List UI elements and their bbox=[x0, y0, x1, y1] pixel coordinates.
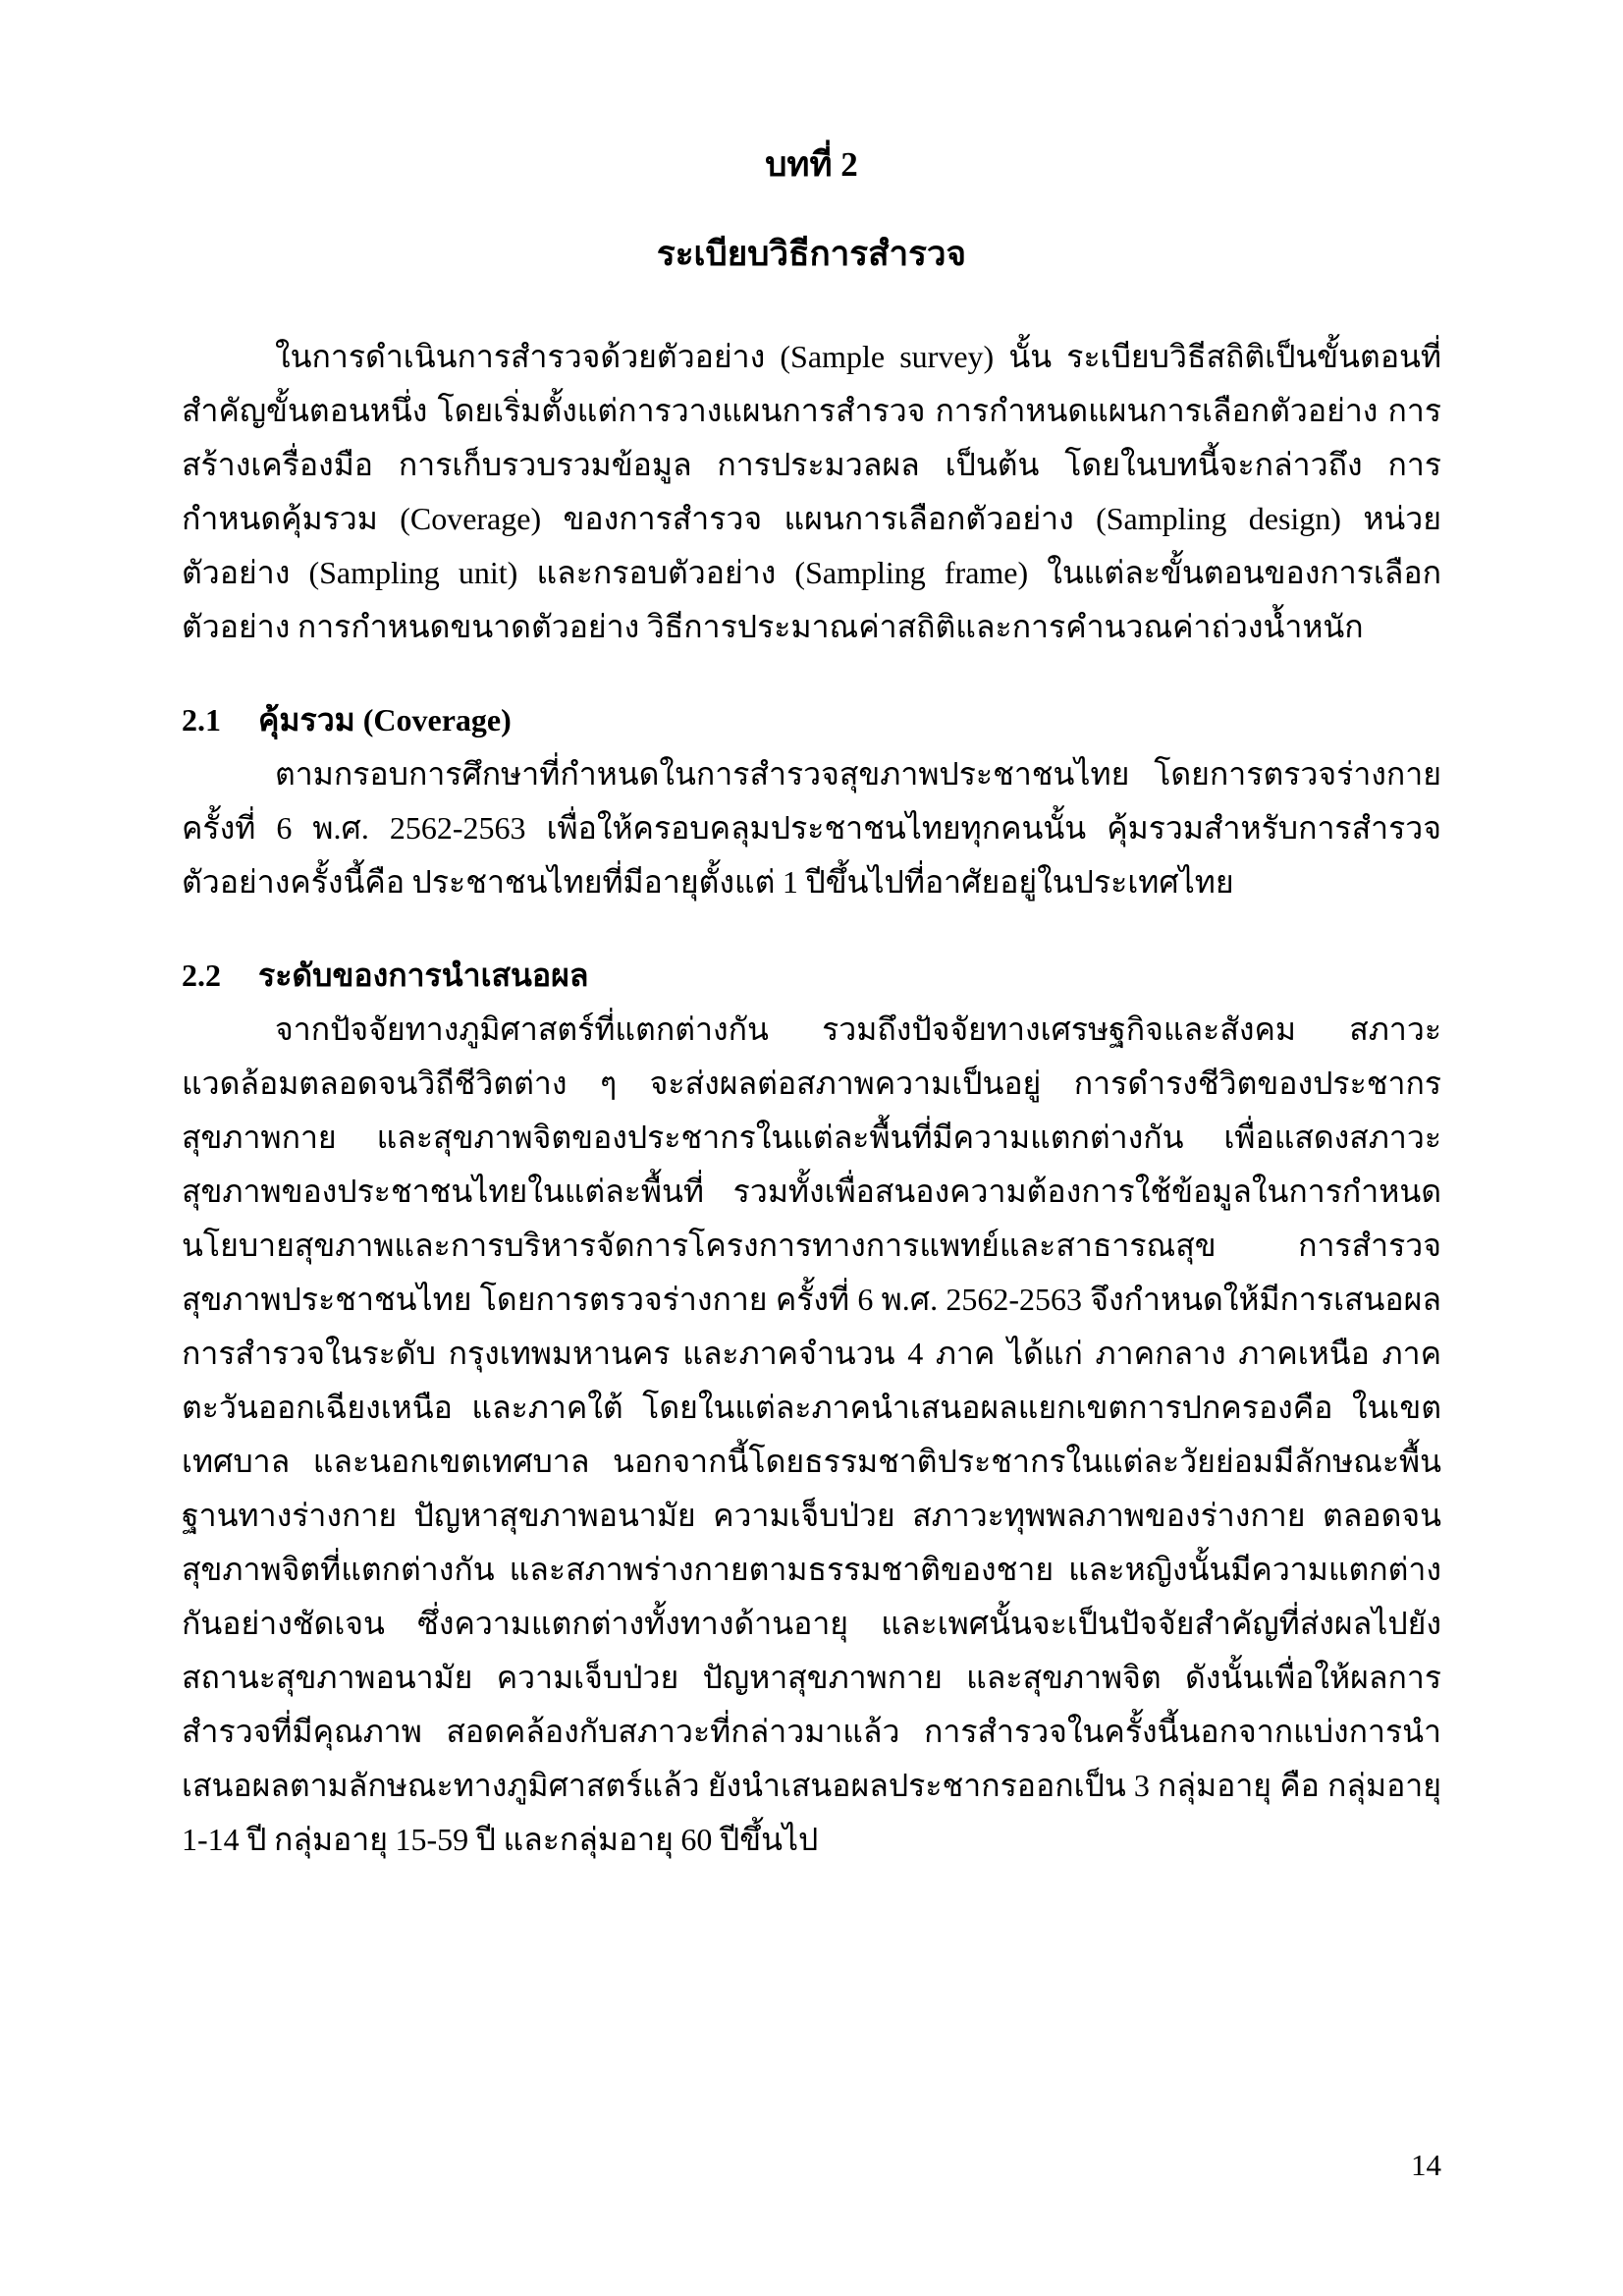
section-body-2-1: ตามกรอบการศึกษาที่กำหนดในการสำรวจสุขภาพประชาชนไทย โดยการตรวจร่างกาย ครั้งที่ 6 พ.ศ. 2562-2563 เพื่อให้ครอบคลุมประชาชนไทยทุกคนนั้น คุ้มรวมสำหรับการสำรวจตัวอย่างครั้งนี้คือ ประชาชนไทยที่มีอายุตั้งแต่ 1 ปีขึ้นไปที่อาศัยอยู่ในประเทศไทย bbox=[182, 756, 1441, 900]
section-number-2-2: 2.2 bbox=[182, 957, 221, 993]
section-title-2-1: คุ้มรวม (Coverage) bbox=[258, 702, 512, 738]
chapter-title: บทที่ 2 bbox=[765, 145, 858, 184]
page-number: 14 bbox=[1411, 2148, 1441, 2182]
section-heading-2-2 bbox=[182, 949, 1441, 1003]
section-body-2-2: จากปัจจัยทางภูมิศาสตร์ที่แตกต่างกัน รวมถึงปัจจัยทางเศรษฐกิจและสังคม สภาวะแวดล้อมตลอดจนวิถีชีวิตต่าง ๆ จะส่งผลต่อสภาพความเป็นอยู่ การดำรงชีวิตของประชากร สุขภาพกาย และสุขภาพจิตของประชากรในแต่ละพื้นที่มีความแตกต่างกัน เพื่อแสดงสภาวะสุขภาพของประชาชนไทยในแต่ละพื้นที่ รวมทั้งเพื่อสนองความต้องการใช้ข้อมูลในการกำหนดนโยบายสุขภาพและการบริหารจัดการโครงการทางการแพทย์และสาธารณสุข การสำรวจสุขภาพประชาชนไทย โดยการตรวจร่างกาย ครั้งที่ 6 พ.ศ. 2562-2563 จึงกำหนดให้มีการเสนอผลการสำรวจในระดับ กรุงเทพมหานคร และภาคจำนวน 4 ภาค ได้แก่ ภาคกลาง ภาคเหนือ ภาคตะวันออกเฉียงเหนือ และภาคใต้ โดยในแต่ละภาคนำเสนอผลแยกเขตการปกครองคือ ในเขตเทศบาล และนอกเขตเทศบาล นอกจากนี้โดยธรรมชาติประชากรในแต่ละวัยย่อมมีลักษณะพื้นฐานทางร่างกาย ปัญหาสุขภาพอนามัย ความเจ็บป่วย สภาวะทุพพลภาพของร่างกาย ตลอดจนสุขภาพจิตที่แตกต่างกัน และสภาพร่างกายตามธรรมชาติของชาย และหญิงนั้นมีความแตกต่างกันอย่างชัดเจน ซึ่งความแตกต่างทั้งทางด้านอายุ และเพศนั้นจะเป็นปัจจัยสำคัญที่ส่งผลไปยังสถานะสุขภาพอนามัย ความเจ็บป่วย ปัญหาสุขภาพกาย และสุขภาพจิต ดังนั้นเพื่อให้ผลการสำรวจที่มีคุณภาพ สอดคล้องกับสภาวะที่กล่าวมาแล้ว การสำรวจในครั้งนี้นอกจากแบ่งการนำเสนอผลตามลักษณะทางภูมิศาสตร์แล้ว ยังนำเสนอผลประชากรออกเป็น 3 กลุ่มอายุ คือ กลุ่มอายุ 1-14 ปี กลุ่มอายุ 15-59 ปี และกลุ่มอายุ 60 ปีขึ้นไป bbox=[182, 1011, 1441, 1857]
section-number-2-1: 2.1 bbox=[182, 702, 221, 738]
intro-paragraph: ในการดำเนินการสำรวจด้วยตัวอย่าง (Sample survey) นั้น ระเบียบวิธีสถิติเป็นขั้นตอนที่สำคัญขั้นตอนหนึ่ง โดยเริ่มตั้งแต่การวางแผนการสำรวจ การกำหนดแผนการเลือกตัวอย่าง การสร้างเครื่องมือ การเก็บรวบรวมข้อมูล การประมวลผล เป็นต้น โดยในบทนี้จะกล่าวถึง การกำหนดคุ้มรวม (Coverage) ของการสำรวจ แผนการเลือกตัวอย่าง (Sampling design) หน่วยตัวอย่าง (Sampling unit) และกรอบตัวอย่าง (Sampling frame) ในแต่ละขั้นตอนของการเลือกตัวอย่าง การกำหนดขนาดตัวอย่าง วิธีการประมาณค่าสถิติและการคำนวณค่าถ่วงน้ำหนัก bbox=[182, 339, 1441, 644]
section-title-2-2: ระดับของการนำเสนอผล bbox=[258, 957, 589, 993]
chapter-subtitle: ระเบียบวิธีการสำรวจ bbox=[656, 235, 967, 273]
section-heading-2-1 bbox=[182, 693, 1441, 747]
